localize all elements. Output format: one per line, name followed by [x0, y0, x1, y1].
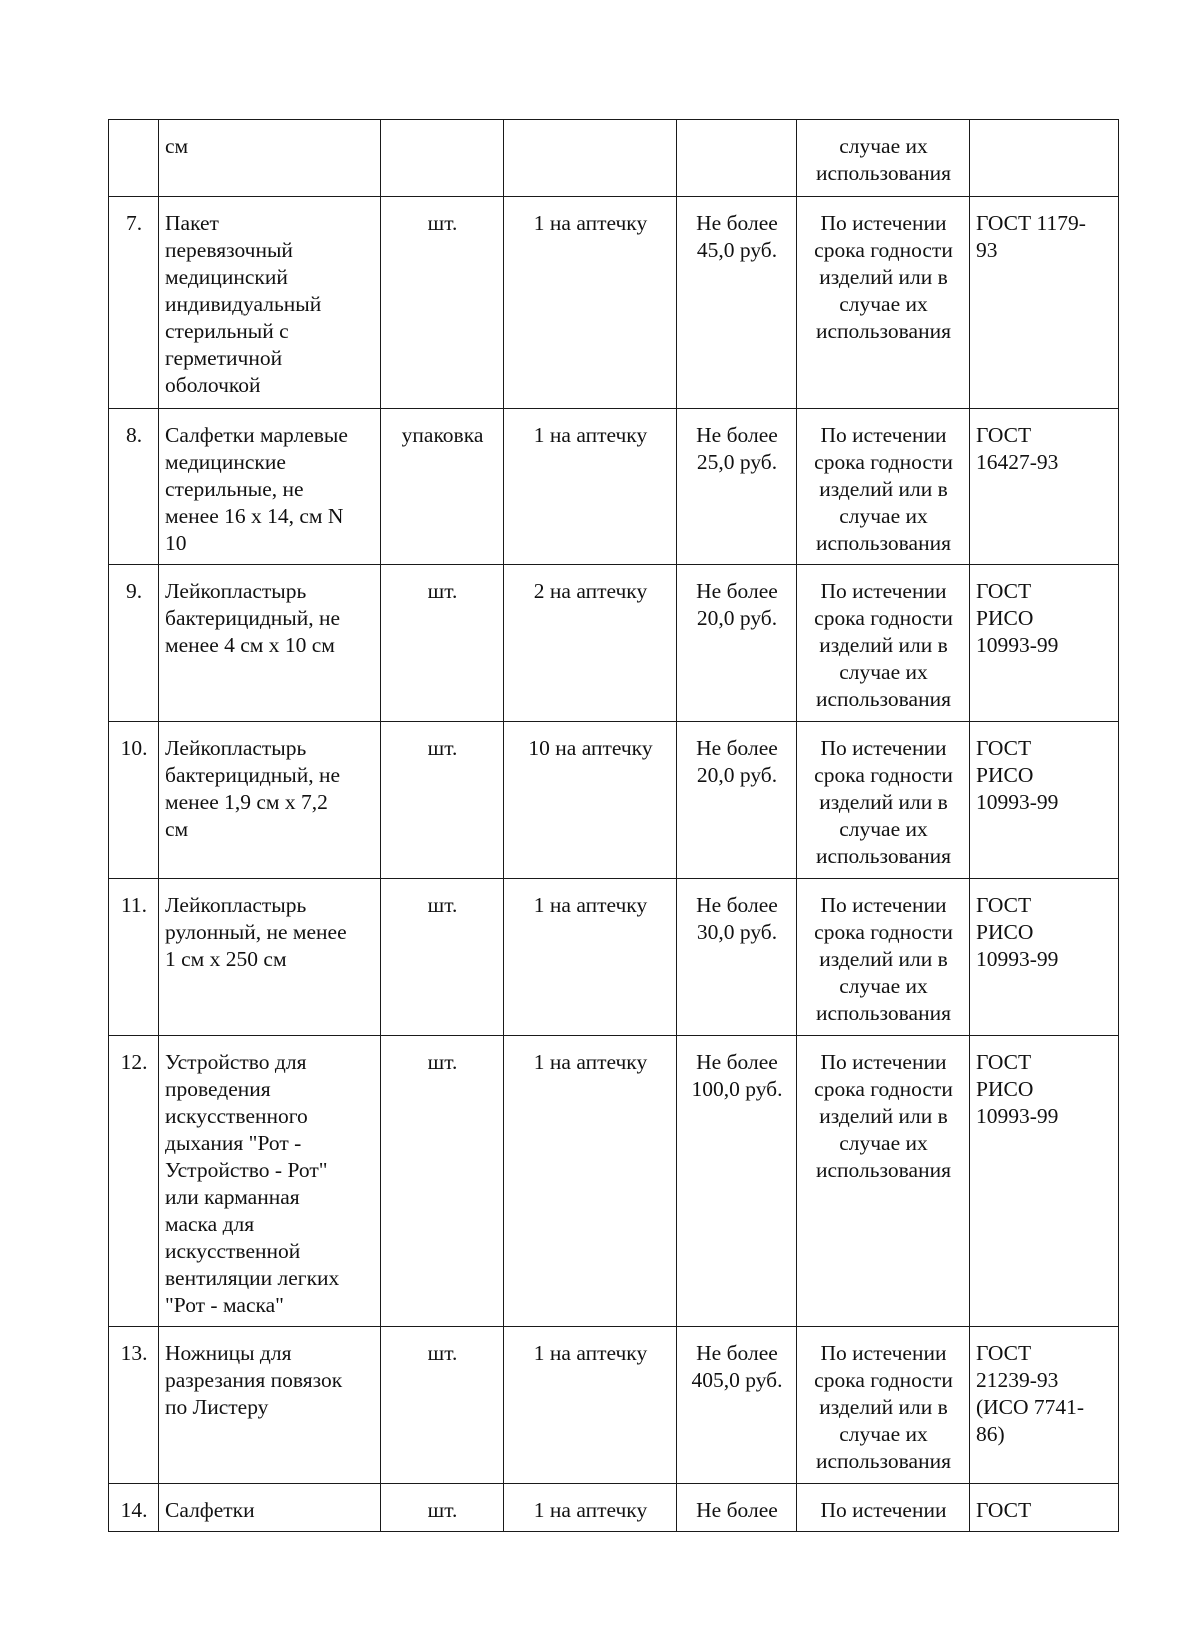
item-unit: шт.: [381, 1327, 504, 1484]
item-price: Не более: [677, 1484, 797, 1532]
item-price: Не более 20,0 руб.: [677, 722, 797, 879]
item-unit: шт.: [381, 879, 504, 1036]
item-replacement-term: случае их использования: [797, 120, 970, 197]
item-unit: шт.: [381, 565, 504, 722]
item-standard: ГОСТ: [970, 1484, 1119, 1532]
item-replacement-term: По истечении срока годности изделий или в случае их использования: [797, 1327, 970, 1484]
item-quantity: 10 на аптечку: [504, 722, 677, 879]
item-quantity: 1 на аптечку: [504, 1036, 677, 1327]
item-unit: шт.: [381, 197, 504, 409]
item-unit: шт.: [381, 1484, 504, 1532]
item-quantity: 1 на аптечку: [504, 1484, 677, 1532]
row-number: 13.: [109, 1327, 159, 1484]
item-quantity: 1 на аптечку: [504, 879, 677, 1036]
item-name: Устройство для проведения искусственного дыхания "Рот - Устройство - Рот" или карманная маска для искусственной вентиляции легких "Рот - маска": [159, 1036, 381, 1327]
first-aid-kit-table: [108, 119, 1119, 1532]
item-standard: ГОСТ РИСО 10993-99: [970, 879, 1119, 1036]
row-number: 8.: [109, 409, 159, 565]
item-name: Лейкопластырь бактерицидный, не менее 4 см х 10 см: [159, 565, 381, 722]
item-name: Лейкопластырь бактерицидный, не менее 1,9 см х 7,2 см: [159, 722, 381, 879]
table-row: [109, 120, 1119, 197]
item-unit: [381, 120, 504, 197]
item-unit: шт.: [381, 722, 504, 879]
table-row: [109, 565, 1119, 722]
table-row: [109, 1327, 1119, 1484]
row-number: 14.: [109, 1484, 159, 1532]
item-standard: [970, 120, 1119, 197]
item-price: Не более 405,0 руб.: [677, 1327, 797, 1484]
item-name: см: [159, 120, 381, 197]
item-name: Салфетки: [159, 1484, 381, 1532]
table-row: [109, 879, 1119, 1036]
item-standard: ГОСТ РИСО 10993-99: [970, 722, 1119, 879]
item-replacement-term: По истечении срока годности изделий или в случае их использования: [797, 409, 970, 565]
item-quantity: 1 на аптечку: [504, 197, 677, 409]
item-quantity: 1 на аптечку: [504, 1327, 677, 1484]
row-number: 10.: [109, 722, 159, 879]
item-price: Не более 25,0 руб.: [677, 409, 797, 565]
item-standard: ГОСТ РИСО 10993-99: [970, 1036, 1119, 1327]
item-standard: ГОСТ 21239-93 (ИСО 7741- 86): [970, 1327, 1119, 1484]
row-number: 11.: [109, 879, 159, 1036]
item-price: Не более 100,0 руб.: [677, 1036, 797, 1327]
table-body: [109, 120, 1119, 1532]
item-name: Ножницы для разрезания повязок по Листеру: [159, 1327, 381, 1484]
item-quantity: 2 на аптечку: [504, 565, 677, 722]
item-price: Не более 45,0 руб.: [677, 197, 797, 409]
item-replacement-term: По истечении срока годности изделий или в случае их использования: [797, 722, 970, 879]
table-row: [109, 1484, 1119, 1532]
row-number: 12.: [109, 1036, 159, 1327]
item-replacement-term: По истечении срока годности изделий или в случае их использования: [797, 197, 970, 409]
item-price: Не более 20,0 руб.: [677, 565, 797, 722]
table-row: [109, 722, 1119, 879]
item-quantity: 1 на аптечку: [504, 409, 677, 565]
item-replacement-term: По истечении срока годности изделий или в случае их использования: [797, 1036, 970, 1327]
item-name: Пакет перевязочный медицинский индивидуальный стерильный с герметичной оболочкой: [159, 197, 381, 409]
item-replacement-term: По истечении срока годности изделий или в случае их использования: [797, 879, 970, 1036]
item-name: Лейкопластырь рулонный, не менее 1 см х 250 см: [159, 879, 381, 1036]
table-row: [109, 197, 1119, 409]
item-unit: шт.: [381, 1036, 504, 1327]
item-replacement-term: По истечении срока годности изделий или в случае их использования: [797, 565, 970, 722]
row-number: 9.: [109, 565, 159, 722]
item-unit: упаковка: [381, 409, 504, 565]
item-standard: ГОСТ 16427-93: [970, 409, 1119, 565]
item-standard: ГОСТ РИСО 10993-99: [970, 565, 1119, 722]
item-replacement-term: По истечении: [797, 1484, 970, 1532]
item-price: Не более 30,0 руб.: [677, 879, 797, 1036]
row-number: [109, 120, 159, 197]
item-standard: ГОСТ 1179- 93: [970, 197, 1119, 409]
table-row: [109, 1036, 1119, 1327]
item-price: [677, 120, 797, 197]
item-name: Салфетки марлевые медицинские стерильные, не менее 16 х 14, см N 10: [159, 409, 381, 565]
item-quantity: [504, 120, 677, 197]
row-number: 7.: [109, 197, 159, 409]
table-row: [109, 409, 1119, 565]
